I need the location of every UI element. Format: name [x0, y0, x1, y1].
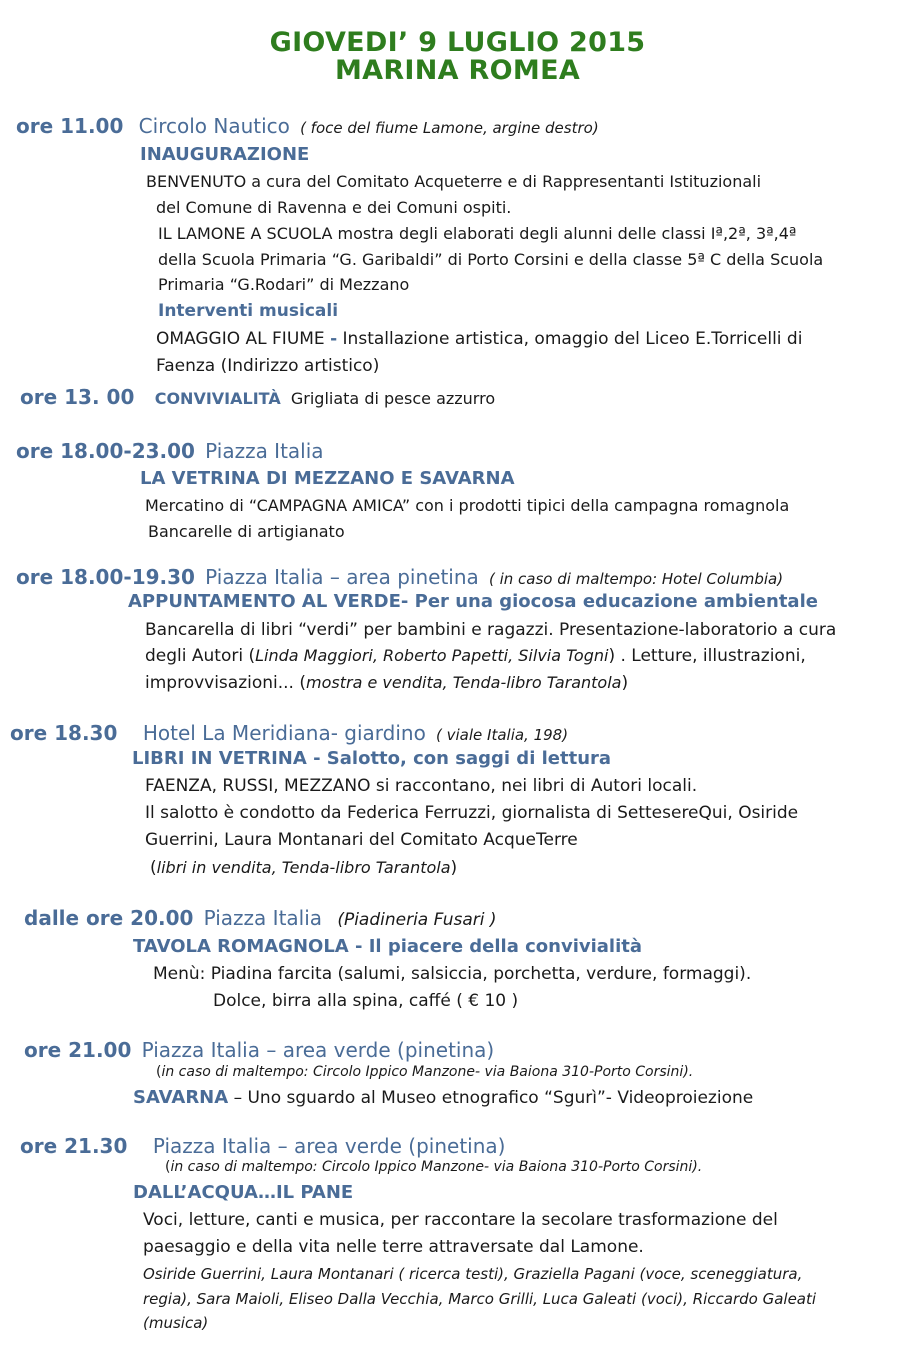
event-time: ore 18.30 [10, 721, 118, 745]
event-place: Piazza Italia – area verde (pinetina) [152, 1134, 506, 1158]
line-text: ( [165, 1159, 171, 1175]
event-credits: (musica) [143, 1314, 209, 1332]
event-place: Piazza Italia [203, 906, 323, 930]
event-line: Primaria “G.Rodari” di Mezzano [158, 275, 410, 294]
event-line [145, 673, 628, 693]
event-time: ore 13. 00 [20, 385, 135, 409]
line-text: ) [621, 673, 629, 693]
line-text: ( [156, 1064, 162, 1080]
event-place: Hotel La Meridiana- giardino [142, 721, 426, 745]
event-line: Menù: Piadina farcita (salumi, salsiccia, porchetta, verdure, formaggi). [153, 964, 752, 984]
line-text: improvvisazioni... ( [145, 673, 307, 693]
event-header [16, 565, 783, 589]
event-line: Bancarella di libri “verdi” per bambini e ragazzi. Presentazione-laboratorio a cura [145, 620, 837, 640]
event-line: del Comune di Ravenna e dei Comuni ospiti. [156, 198, 512, 217]
event-subheading: Interventi musicali [158, 301, 339, 321]
event-credits: Osiride Guerrini, Laura Montanari ( ricerca testi), Graziella Pagani (voce, sceneggiatura, [143, 1265, 803, 1283]
event-header [24, 1038, 494, 1062]
event-text: Grigliata di pesce azzurro [290, 389, 496, 408]
event-line: della Scuola Primaria “G. Garibaldi” di Porto Corsini e della classe 5ª C della Scuola [158, 250, 824, 269]
line-text: ( [150, 858, 157, 878]
weather-note: in caso di maltempo: Circolo Ippico Manzone- via Baiona 310-Porto Corsini). [161, 1064, 694, 1080]
weather-note: in caso di maltempo: Circolo Ippico Manzone- via Baiona 310-Porto Corsini). [170, 1159, 703, 1175]
event-heading: LIBRI IN VETRINA - Salotto, con saggi di lettura [132, 748, 612, 769]
event-line: IL LAMONE A SCUOLA mostra degli elaborati degli alunni delle classi Iª,2ª, 3ª,4ª [158, 224, 797, 243]
event-time: ore 21.00 [24, 1038, 132, 1062]
event-header [20, 1134, 505, 1158]
event-line: BENVENUTO a cura del Comitato Acqueterre e di Rappresentanti Istituzionali [146, 172, 762, 191]
omaggio-separator: - [330, 329, 338, 349]
line-text: ) . Letture, illustrazioni, [608, 646, 806, 666]
event-place-note: ( viale Italia, 198) [436, 726, 569, 744]
event-place-note: (Piadineria Fusari ) [337, 910, 497, 930]
omaggio-label: OMAGGIO AL FIUME [156, 329, 325, 349]
line-text: ) [450, 858, 458, 878]
event-heading: INAUGURAZIONE [140, 144, 310, 165]
event-place-note: ( foce del fiume Lamone, argine destro) [300, 119, 599, 137]
sale-note: libri in vendita, Tenda-libro Tarantola [156, 858, 451, 877]
event-line: Bancarelle di artigianato [148, 522, 345, 541]
event-heading: TAVOLA ROMAGNOLA - Il piacere della convivialità [133, 936, 643, 957]
event-line: Faenza (Indirizzo artistico) [156, 356, 380, 376]
event-line: Guerrini, Laura Montanari del Comitato AcqueTerre [145, 830, 578, 850]
page-title-date: GIOVEDI’ 9 LUGLIO 2015 [269, 27, 646, 58]
omaggio-text: Installazione artistica, omaggio del Liceo E.Torricelli di [337, 329, 803, 349]
authors-names: Linda Maggiori, Roberto Papetti, Silvia Togni [255, 646, 609, 665]
event-time: dalle ore 20.00 [24, 906, 194, 930]
event-line [133, 1087, 753, 1108]
page-title-location: MARINA ROMEA [334, 55, 581, 86]
event-time: ore 11.00 [16, 114, 124, 138]
event-heading: DALL’ACQUA…IL PANE [133, 1182, 354, 1203]
event-credits: regia), Sara Maioli, Eliseo Dalla Vecchia, Marco Grilli, Luca Galeati (voci), Riccardo Galeati [143, 1290, 817, 1308]
event-header [20, 385, 495, 409]
event-line: Voci, letture, canti e musica, per raccontare la secolare trasformazione del [143, 1210, 778, 1230]
event-weather-note [165, 1159, 702, 1175]
event-heading: LA VETRINA DI MEZZANO E SAVARNA [140, 468, 515, 489]
event-line: FAENZA, RUSSI, MEZZANO si raccontano, nei libri di Autori locali. [145, 776, 698, 796]
sale-note: mostra e vendita, Tenda-libro Tarantola [306, 673, 622, 692]
event-line [145, 646, 806, 666]
event-line [156, 329, 802, 349]
event-time: ore 18.00-19.30 [16, 565, 195, 589]
event-header [10, 721, 568, 745]
event-place: Piazza Italia – area verde (pinetina) [141, 1038, 495, 1062]
event-place: Circolo Nautico [138, 114, 290, 138]
event-header [16, 439, 324, 463]
event-time: ore 21.30 [20, 1134, 128, 1158]
event-place-note: ( in caso di maltempo: Hotel Columbia) [488, 570, 784, 588]
event-place: Piazza Italia – area pinetina [205, 565, 479, 589]
event-text: – Uno sguardo al Museo etnografico “Sgurì”- Videoproiezione [228, 1088, 754, 1108]
event-header [24, 906, 497, 930]
event-line: Dolce, birra alla spina, caffé ( € 10 ) [213, 991, 519, 1011]
event-line: Mercatino di “CAMPAGNA AMICA” con i prodotti tipici della campagna romagnola [145, 496, 790, 515]
event-heading: APPUNTAMENTO AL VERDE- Per una giocosa educazione ambientale [128, 591, 818, 612]
line-text: degli Autori ( [145, 646, 256, 666]
event-heading: CONVIVIALITÀ [154, 389, 281, 408]
event-line: paesaggio e della vita nelle terre attraversate dal Lamone. [143, 1237, 644, 1257]
event-line [150, 858, 457, 878]
event-header [16, 114, 599, 138]
event-weather-note [156, 1064, 693, 1080]
event-line: Il salotto è condotto da Federica Ferruzzi, giornalista di SettesereQui, Osiride [145, 803, 799, 823]
event-place: Piazza Italia [205, 439, 324, 463]
event-time: ore 18.00-23.00 [16, 439, 195, 463]
event-heading: SAVARNA [133, 1087, 229, 1108]
